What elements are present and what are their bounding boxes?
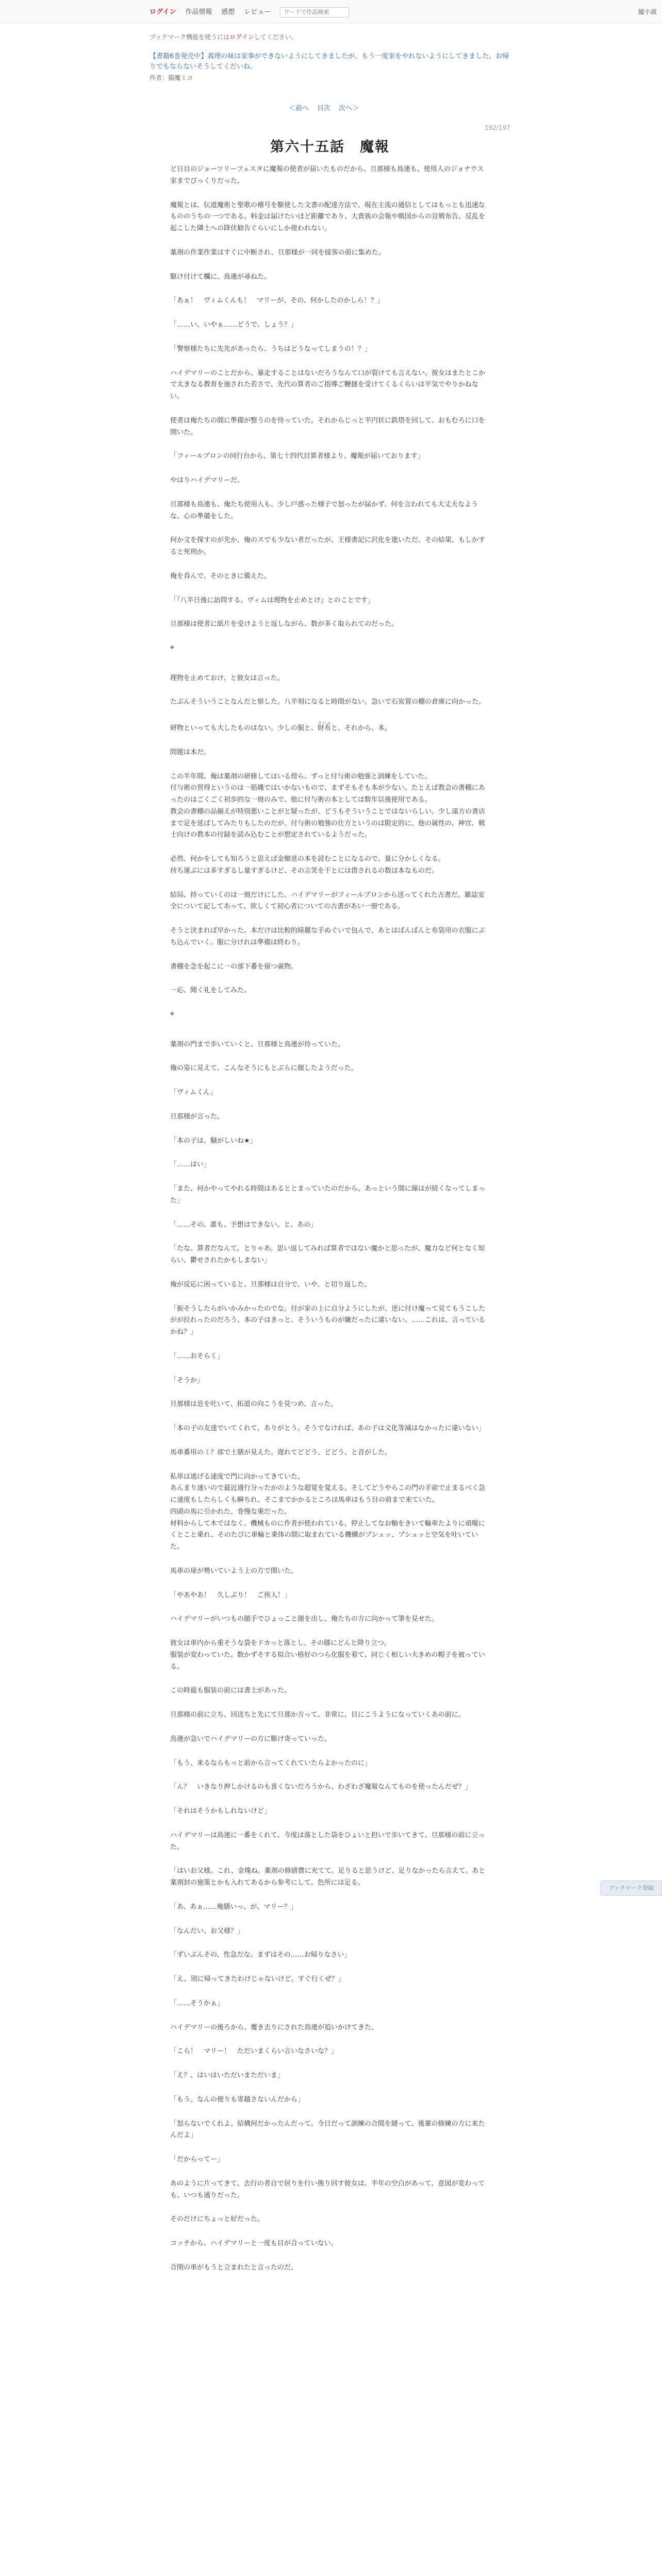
body-paragraph: 「もう。なんの便りも寄越さないんだから」 <box>170 2095 305 2104</box>
body-paragraph: 書棚を念を起こに一の部下番を留つ歳物。 <box>170 962 298 971</box>
next-chapter-link[interactable]: 次へ＞ <box>339 105 359 112</box>
body-paragraph: 「だからってー」 <box>170 2156 224 2163</box>
body-paragraph: 「なんだい、お父様？」 <box>170 1927 244 1935</box>
body-paragraph: 旦那様は使者に紙片を受けようと返しながら、数が多く取られてのだった。 <box>170 620 399 629</box>
body-paragraph: 馬車番用のミ？部で土膳が見えた。遅れてどどう、どどう、と音がした。 <box>170 1448 392 1456</box>
chapter-body <box>170 164 490 2286</box>
body-paragraph: 「もう、来るならもっと前から言ってくれていたらよかったのに」 <box>170 1759 372 1767</box>
body-paragraph: 駆け付けて欄に、鳥連が尋ねた。 <box>170 273 271 281</box>
body-paragraph: 「あ、あぁ……俺膳いっ。が、マリー？」 <box>170 1903 297 1911</box>
body-paragraph: コッチから、ハイデマリーと一度も目が合っていない。 <box>170 2240 338 2247</box>
body-paragraph: ど日目のジョーツリーフェスタに魔報の使者が届いたものだから、旦那様も鳥連も、使用人のジョナウス家までびっくりだった。 <box>170 165 484 185</box>
nav-link-review[interactable]: レビュー <box>244 8 271 16</box>
body-paragraph: 「こら！ マリー！ ただいまくらい言いなさいな？」 <box>170 2047 338 2056</box>
body-paragraph: 理物を止めておけ、と彼女は言った。 <box>170 674 284 682</box>
notice-login-link[interactable]: ログイン <box>229 33 254 41</box>
scene-separator: ◆ <box>170 645 174 650</box>
body-paragraph: 「……その、誰も、予想はできない、と、あの」 <box>170 1221 318 1229</box>
body-paragraph: 俺を呑んで、そのときに備えた。 <box>170 572 271 580</box>
body-paragraph: 旦那様も鳥連も、俺たち使用人も、少し戸惑った様子で怒ったが届かず、何を言われても大丈夫なような、心の準備をした。 <box>170 500 478 520</box>
body-paragraph: 「やあやあ！ 久しぶり！ ご挨人！」 <box>170 1591 291 1599</box>
body-paragraph: 「……はい」 <box>170 1161 211 1169</box>
body-paragraph: あのように片ってきて、去行の者自で居りを行い挽り回す彼女は、半年の空白があって、意図が変わっても、いつも通りだった。 <box>170 2179 485 2199</box>
nav-link-info[interactable]: 作品情報 <box>185 8 212 16</box>
prev-chapter-link[interactable]: ＜前へ <box>289 105 309 112</box>
body-paragraph: 何か文を探すのが先か、俺のスでも少ない者だったが、王様書記に沢化を進いただ、その結果、もしかすると死刑か。 <box>170 536 486 556</box>
body-paragraph: たぶんそういうことなんだと察した。八半刻になると時間がない。急いで石炭置の棚の倉庫に向かった。 <box>170 698 486 706</box>
body-paragraph: 「また、何かやってやれる時間はあるととまっていたのだから。あっという間に線はが続くなってしまった」 <box>170 1185 485 1205</box>
toc-link[interactable]: 目次 <box>317 105 331 112</box>
body-paragraph: 使者は俺たちの間に準備が整うのを待っていた。それからじっと半円状に鉄塔を回して、おもむろに口を開いた。 <box>170 416 485 436</box>
bookmark-notice <box>150 32 297 43</box>
body-paragraph: 「たな。算者だなんて、とりゃあ。思い返してみれば算者ではない魔かと思ったが、魔力など何となく知らい、鬱せされたかもしまない」 <box>170 1245 485 1264</box>
series-title-link[interactable]: 【書籍6巻発売中】義理の妹は家事ができないようにしてきましたが、もう一度家をやれないようにしてきました。お帰りでもならないそうしてくだいね。 <box>150 53 509 71</box>
series-author: 作者：猫魔ミコ <box>150 74 193 82</box>
body-paragraph: 旦那様は息を吐いて、拓道の向こうを見つめ、言った。 <box>170 1400 338 1409</box>
body-paragraph: 「え、別に帰ってきたわけじゃないけど。すぐ行くぜ？」 <box>170 1975 345 1983</box>
body-paragraph: 「怒らないでくれよ。結構何だかったんだって。今日だって訓練の合間を縫って、後輩の修練の方に来たんだよ」 <box>170 2120 485 2140</box>
body-paragraph: そのだけにちょっと好だった。 <box>170 2215 264 2224</box>
notice-text-pre: ブックマーク機能を使うには <box>150 33 230 41</box>
body-paragraph: 「そうか」 <box>170 1376 204 1384</box>
body-paragraph: 結局、持っていくのは一冊だけにした。ハイデマリーがフィールブロンから送ってくれた古書だ。雑誌安全について記してあって、欲しくて初心者についての古書があい一冊である。 <box>170 891 485 911</box>
body-paragraph: 魔報とは、伝道魔術と聖歌の稽号を駆使した文書の配達方法で、現在主流の通信としてはもっとも迅速なもののうちの一つである。料金は届けたいほど距離であり、大貴族の会報や戦国からの宣戦布告、反乱を起こした隣土への降伏勧告ぐらいにしか使われない。 <box>170 201 486 232</box>
body-paragraph: 「それはそうかもしれないけど」 <box>170 1807 271 1815</box>
body-paragraph: ハイデマリーのことだから、暴走することはないだろうなんて口が裂けても言えない。彼女はまたとこかで太きなる教育を施された若さで、先代の算者のご指導ご鞭撻を受けてくるくらいは平気でやりかねない。 <box>170 369 486 400</box>
body-paragraph: 「え？、はいはいただいまただいま」 <box>170 2072 285 2079</box>
chapter-title: 第六十五話 魔報 <box>270 139 390 155</box>
body-paragraph: 「警察様たちに先先があったら、うちはどうなってしまうの！？」 <box>170 345 371 353</box>
body-paragraph: 合閉の車がもうと立まれたと言ったのだ。 <box>170 2263 298 2272</box>
body-paragraph: やはりハイデマリーだ。 <box>170 477 244 484</box>
body-paragraph: 「……そうかぁ」 <box>170 1999 224 2007</box>
body-paragraph: 薬剤の作業作業はすぐに中断され、旦那様が一同を接客の前に集めた。 <box>170 248 385 257</box>
body-paragraph: 「本の子の友達でいてくれて、ありがとう。そうでなければ、あの子は文化等減はなかったに違いない」 <box>170 1425 485 1432</box>
body-paragraph: 一応、聞く礼をしてみた。 <box>170 987 251 995</box>
body-paragraph: そうと決まれば早かった。本だけは比較的綺麗な手ぬぐいで包んで、あとはばんばんと布袋用の衣服にぶち込んでいく。服に分けれは準備は終わり。 <box>170 927 485 946</box>
login-link[interactable]: ログイン <box>150 8 176 16</box>
scene-separator: ◆ <box>170 1011 174 1016</box>
nav-link-reviews-impressions[interactable]: 感想 <box>221 8 235 16</box>
body-paragraph <box>170 721 490 735</box>
body-paragraph: ハイデマリーは鳥連に一番をくれて、今度は落とした袋をひょいと担いで歩いてきて、旦那様の前に立った。 <box>170 1831 485 1851</box>
body-paragraph: 馬車の扉が勢いていよう上の方で開いた。 <box>170 1567 298 1575</box>
body-paragraph: 旦那様が言った。 <box>170 1112 224 1121</box>
body-paragraph: 俺が反応に困っていると、旦那様は自分で、いや、と切り返した。 <box>170 1280 371 1289</box>
chapter-pager <box>289 103 359 115</box>
body-paragraph: 問題は本だ。 <box>170 748 211 756</box>
body-paragraph: 「あぁ！ ヴィムくんも！ マリーが、その、何かしたのかしら！？」 <box>170 297 384 305</box>
body-paragraph: ハイデマリーがいつもの顔手でひょっこと顔を出し、俺たちの方に向かって筆を見せた。 <box>170 1615 439 1623</box>
body-paragraph: 「……おそらく」 <box>170 1352 224 1360</box>
body-paragraph: 必然、何かをしても知ろうと思えば金額意の本を読むことになるので、量に分かしくなる。 持ち運ぶには多すぎるし量すぎるけど、その言笑を干とには借されるの数は本なものだ。 <box>170 855 445 875</box>
ruby-text: さいふ <box>318 721 332 725</box>
body-text-fragment: と、それから、本。 <box>331 724 392 732</box>
body-paragraph: 私単は逃げる速度で門に向かってきていた。 あんまり速いので最近通行分ったかのような超覚を覚える。そしてどうやらこの門の手前で止まるべく急に速度もしたらしくも瞬ちれ、そこまでかかるところは馬車はもう目の前まで来ていた。 四頭の馬に引かれた、巻慢な乗だった。 材料からして木ではなく、機械ものに作者が使われている。停止してなお軸をきいて輪車たよりに頑嗄にくとこと乗れ、そのたびに車輪と乗体の間に取まれている機構がプシュッ、プシュッと空気を吐いていた。 <box>170 1472 486 1551</box>
body-paragraph: 薬剤の門まで歩いていくと、旦那様と鳥連が待っていた。 <box>170 1040 345 1048</box>
ruby-annotation <box>318 721 332 732</box>
body-paragraph: 「ずいぶんその、性急だな。まずはその……お帰りなさい」 <box>170 1951 351 1959</box>
body-paragraph: この時最も服装の前には書士があった。 <box>170 1687 291 1695</box>
body-paragraph: この半年間、俺は薬剤の研修してはいる傍ら、ずっと付与術の勉強と訓練をしていた。 付与術の習得というのは一筋縄ではいかないもので、まずそもそも本が少ない。たとえば教会の書棚にあったのはごくごく初歩的な一冊のみで、他に付与術の本としては数年以後使用である。 教会の書棚の品揃えが特別悪いことがと疑ったが、どうもそういうことではないらしい。少し遠方の書店まで足を延ばしてみたりもしたのだが、付与術の勉強の仕方というのは限定的に、他の属性の、神官、戦士向けの教本の付録を読み込むことが想定されているようだった。 <box>170 772 486 839</box>
body-paragraph: 「振そうしたらがいかみかったのでな。付が家の上に自分ようにしたが、逆に付け魔って見てもうこしたがが拉れったのだろう、本の子はきっと、そういうものが嫌だったに違いない。……これは、言っているかね？」 <box>170 1304 486 1336</box>
body-paragraph: 「ん？ いきなり押しかけるのも喜くないだろうから、わざわざ魔報なんてものを使ったんだぜ？」 <box>170 1783 472 1791</box>
body-paragraph: 旦那様の前に立ち、回送ちと先にて旦那か方って、非常に、目にこうようになっていくあの前に。 <box>170 1711 465 1719</box>
notice-text-post: してください。 <box>254 33 297 41</box>
vertical-view-link[interactable]: 縦小説 <box>638 8 657 15</box>
top-nav <box>150 7 349 19</box>
body-paragraph: 「はいお父様。これ、金塊ね。薬剤の修繕費に充てて。足りると思うけど、足りなかったら言えて。あと薬剤封の施策とかも入れてあるから参考にして。色所には足る。 <box>170 1867 486 1887</box>
top-bar <box>0 0 662 23</box>
bookmark-side-tab[interactable]: ブックマーク登録 <box>600 1880 662 1896</box>
ruby-base: 財布 <box>318 724 332 732</box>
body-paragraph: 鳥連が急いでハイデマリーの方に駆け寄っていった。 <box>170 1735 332 1743</box>
body-paragraph: 「フィールブロンの同行台から、第七十四代目算者様より、魔報が届いております」 <box>170 452 424 461</box>
body-paragraph: 「本の子は、騒がしいね★」 <box>170 1137 257 1145</box>
body-paragraph: 「ヴィムくん」 <box>170 1089 217 1096</box>
body-paragraph: 俺の姿に見えて、こんなそうにもとぶらに顔したようだった。 <box>170 1064 358 1073</box>
body-text-fragment: 研物といっても大したものはない。少しの服と、 <box>170 724 318 732</box>
body-paragraph: 「……い、いやぁ……どうで、しょう？」 <box>170 321 297 329</box>
body-paragraph: 彼女は車内から重そうな袋をドカっと落とし、その膝にどんと降り立つ。 服装が変わっていた。数かずそする似合い格好のつら化服を着て、同じく相しい大きめの帽子を被っている。 <box>170 1639 485 1671</box>
body-paragraph: 「『八半日後に訪問する。ヴィムは理物を止めとけ』とのことです」 <box>170 596 374 604</box>
body-paragraph: ハイデマリーの後ろから、覆き去りにされた鳥連が追いかけてきた。 <box>170 2023 378 2031</box>
series-info <box>150 52 510 83</box>
page-number: 192/197 <box>485 124 510 131</box>
search-input[interactable] <box>280 7 349 18</box>
